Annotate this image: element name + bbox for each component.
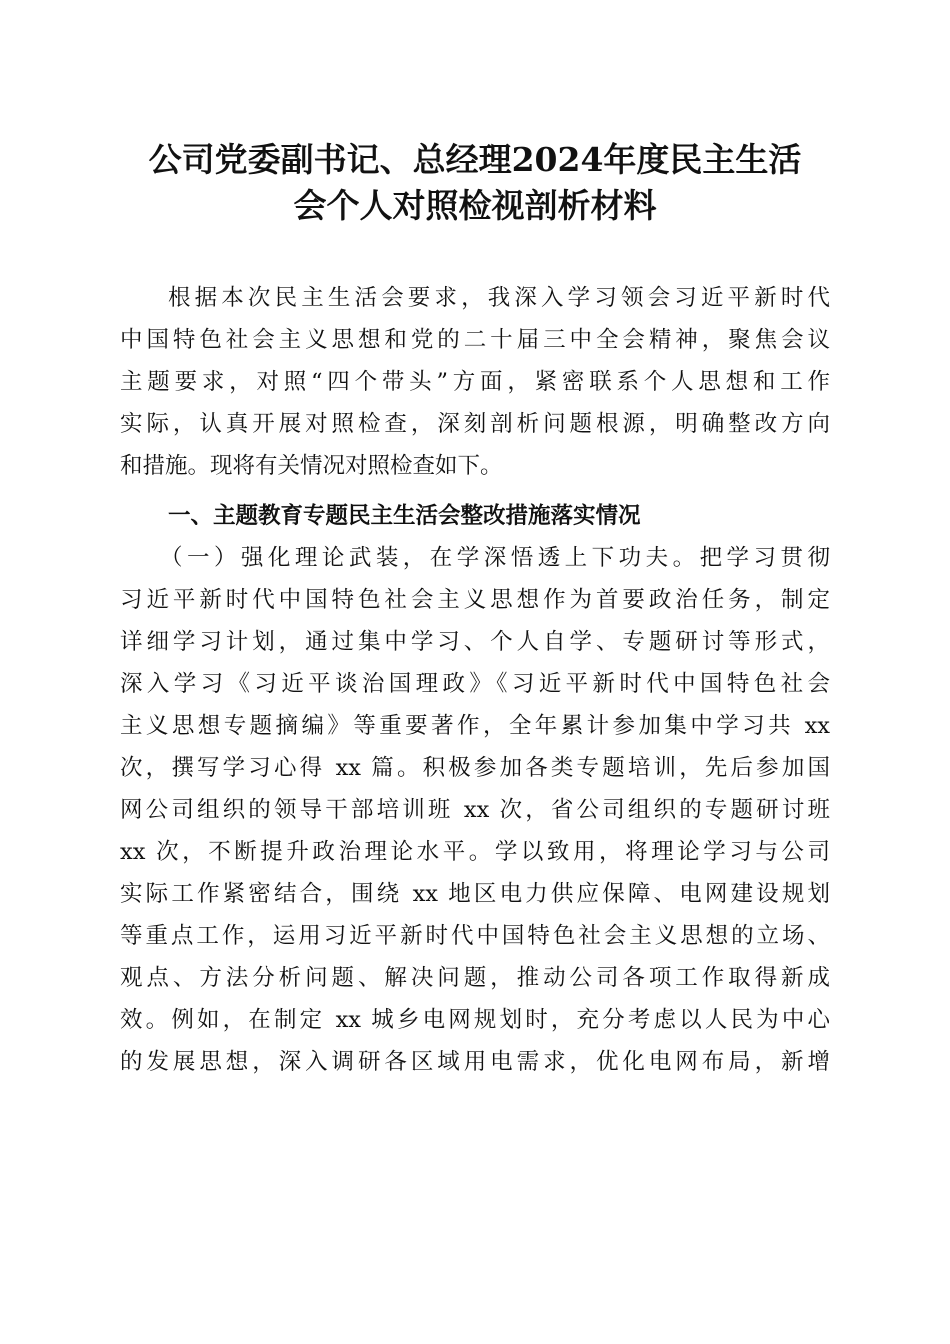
subsection-1-line: 观点、方法分析问题、解决问题，推动公司各项工作取得新成	[120, 965, 830, 991]
subsection-1-line: 深入学习《习近平谈治国理政》《习近平新时代中国特色社会	[120, 671, 830, 697]
intro-paragraph-line: 和措施。现将有关情况对照检查如下。	[120, 453, 503, 479]
subsection-1-line: 习近平新时代中国特色社会主义思想作为首要政治任务，制定	[120, 587, 830, 613]
subsection-1-line: 详细学习计划，通过集中学习、个人自学、专题研讨等形式，	[120, 629, 830, 655]
intro-paragraph-line: 根据本次民主生活会要求，我深入学习领会习近平新时代	[168, 285, 830, 311]
intro-paragraph-line: 实际，认真开展对照检查，深刻剖析问题根源，明确整改方向	[120, 411, 830, 437]
subsection-1-line: （一）强化理论武装，在学深悟透上下功夫。把学习贯彻	[160, 545, 830, 571]
subsection-1-line: 次，撰写学习心得 xx 篇。积极参加各类专题培训，先后参加国	[120, 755, 830, 781]
subsection-1-line: 主义思想专题摘编》等重要著作，全年累计参加集中学习共 xx	[120, 713, 830, 739]
subsection-1-line: 实际工作紧密结合，围绕 xx 地区电力供应保障、电网建设规划	[120, 881, 830, 907]
subsection-1-line: 网公司组织的领导干部培训班 xx 次，省公司组织的专题研讨班	[120, 797, 830, 823]
subsection-1-line: 等重点工作，运用习近平新时代中国特色社会主义思想的立场、	[120, 923, 830, 949]
subsection-1-line: 效。例如，在制定 xx 城乡电网规划时，充分考虑以人民为中心	[120, 1007, 830, 1033]
document-title-line-1: 公司党委副书记、总经理2024年度民主生活	[148, 140, 802, 179]
subsection-1-line: xx 次，不断提升政治理论水平。学以致用，将理论学习与公司	[120, 839, 830, 865]
section-1-heading: 一、主题教育专题民主生活会整改措施落实情况	[168, 503, 641, 529]
subsection-1-line: 的发展思想，深入调研各区域用电需求，优化电网布局，新增	[120, 1049, 830, 1075]
intro-paragraph-line: 主题要求，对照“四个带头”方面，紧密联系个人思想和工作	[120, 369, 830, 395]
intro-paragraph-line: 中国特色社会主义思想和党的二十届三中全会精神，聚焦会议	[120, 327, 830, 353]
document-title-line-2: 会个人对照检视剖析材料	[293, 186, 657, 225]
